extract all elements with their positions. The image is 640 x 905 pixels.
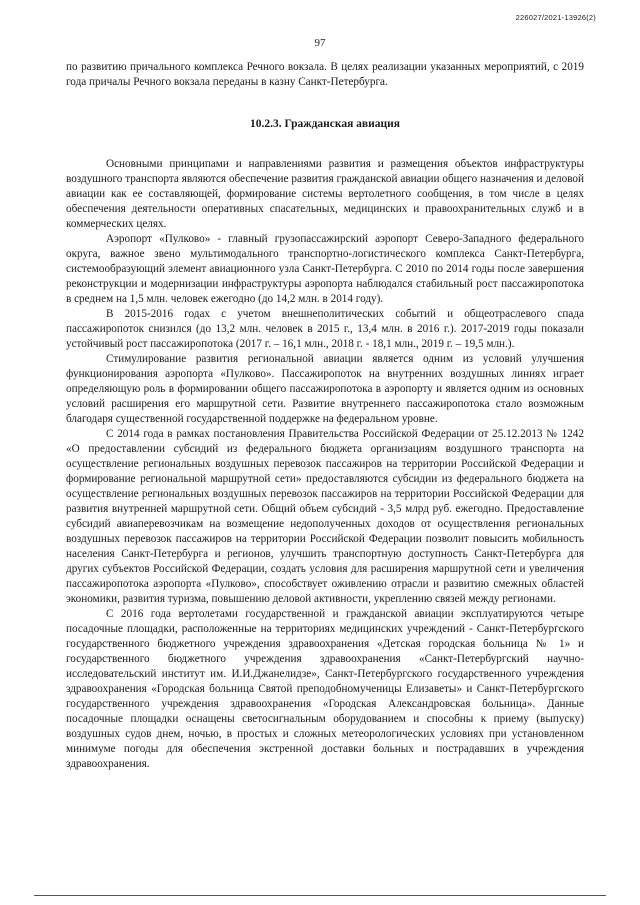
paragraph-passenger-flow: В 2015-2016 годах с учетом внешнеполитических событий и общеотраслевого спада пассажиропоток снизился (до 13,2 млн. человек в 2015 г., 13,4 млн. в 2016 г.). 2017-2019 годы показали устойчивый рост пассажиропотока (2017 г. – 16,1 млн., 2018 г. - 18,1 млн., 2019 г. – 19,5 млн.). bbox=[66, 308, 584, 350]
intro-paragraph: по развитию причального комплекса Речного вокзала. В целях реализации указанных мероприятий, с 2019 года причалы Речного вокзала переданы в казну Санкт-Петербурга. bbox=[66, 61, 584, 88]
paragraph-pulkovo: Аэропорт «Пулково» - главный грузопассажирский аэропорт Северо-Западного федерального округа, важное звено мультимодального транспортно-логистического комплекса Санкт-Петербурга, системообразующий элемент авиационного узла Санкт-Петербурга. С 2010 по 2014 годы после завершения реконструкции и модернизации инфраструктуры аэропорта наблюдался стабильный рост пассажиропотока в среднем на 1,5 млн. человек ежегодно (до 14,2 млн. в 2014 году). bbox=[66, 233, 584, 305]
page-number: 97 bbox=[314, 37, 326, 49]
document-id: 226027/2021-13926(2) bbox=[515, 13, 596, 22]
document-body bbox=[66, 60, 584, 772]
page-bottom-edge bbox=[34, 895, 606, 896]
section-heading: 10.2.3. Гражданская авиация bbox=[250, 118, 400, 130]
paragraph-subsidies: С 2014 года в рамках постановления Правительства Российской Федерации от 25.12.2013 № 1242 «О предоставлении субсидий из федерального бюджета организациям воздушного транспорта на осуществление региональных воздушных перевозок пассажиров на территории Российской Федерации и формирование региональной маршрутной сети» предоставляются субсидии из федерального бюджета на осуществление региональных воздушных перевозок пассажиров на территории Российской Федерации для развития внутренней маршрутной сети. Общий объем субсидий - 3,5 млрд руб. ежегодно. Предоставление субсидий авиаперевозчикам на возмещение недополученных доходов от осуществления региональных воздушных перевозок пассажиров на территории Российской Федерации позволит повысить мобильность населения Санкт-Петербурга и регионов, улучшить транспортную доступность Санкт-Петербурга для других субъектов Российской Федерации, создать условия для расширения маршрутной сети и увеличения пассажиропотока аэропорта «Пулково», способствует оживлению отрасли и развитию смежных областей экономики, развития туризма, повышению деловой активности, укреплению связей между регионами. bbox=[66, 428, 584, 605]
paragraph-regional-aviation: Стимулирование развития региональной авиации является одним из условий улучшения функционирования аэропорта «Пулково». Пассажиропоток на внутренних воздушных линиях играет определяющую роль в формировании общего пассажиропотока в аэропорту и является одним из основных условий расширения его маршрутной сети. Развитие внутреннего пассажиропотока стало возможным благодаря существенной государственной поддержке на федеральном уровне. bbox=[66, 353, 584, 425]
paragraph-principles: Основными принципами и направлениями развития и размещения объектов инфраструктуры воздушного транспорта являются обеспечение развития гражданской авиации общего назначения и деловой авиации как ее составляющей, формирование системы вертолетного сообщения, в том числе в целях обеспечения деятельности оперативных спасательных, медицинских и правоохранительных служб и в коммерческих целях. bbox=[66, 158, 584, 230]
paragraph-helipads: С 2016 года вертолетами государственной и гражданской авиации эксплуатируются четыре посадочные площадки, расположенные на территориях медицинских учреждений - Санкт-Петербургского государственного бюджетного учреждения здравоохранения «Детская городская больница № 1» и государственного бюджетного учреждения здравоохранения «Санкт-Петербургский научно-исследовательский институт им. И.И.Джанелидзе», Санкт-Петербургского государственного учреждения здравоохранения «Городская больница Святой преподобномученицы Елизаветы» и Санкт-Петербургского государственного учреждения здравоохранения «Городская Александровская больница». Данные посадочные площадки оснащены светосигнальным оборудованием и способны к приему (выпуску) воздушных судов днем, ночью, в простых и сложных метеорологических условиях при установленном минимуме погоды для обеспечения экстренной доставки больных и пострадавших в учреждения здравоохранения. bbox=[66, 608, 584, 770]
